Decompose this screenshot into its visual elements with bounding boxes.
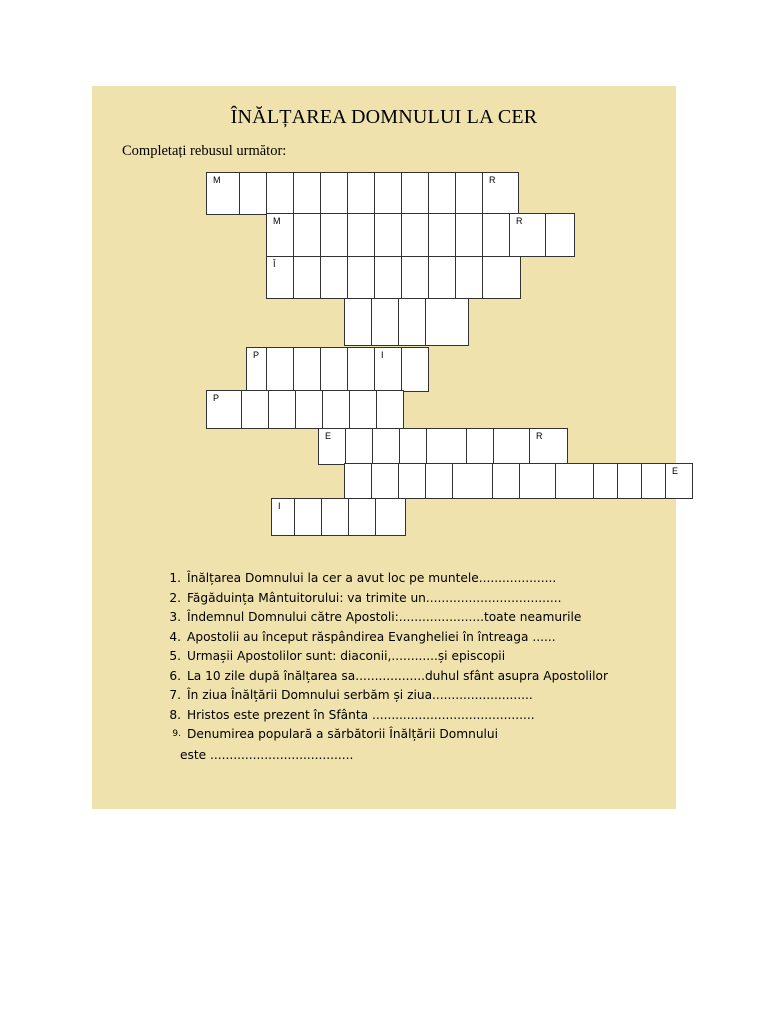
cell-letter: M: [273, 216, 281, 226]
clue-text: Denumirea populară a sărbătorii Înălțării Domnului: [187, 727, 499, 741]
cell-letter: P: [253, 350, 260, 360]
cell-letter: I: [278, 501, 281, 511]
crossword-cell[interactable]: [321, 257, 348, 299]
clue-number: 4.: [169, 629, 181, 644]
crossword-cell[interactable]: [372, 299, 399, 346]
crossword-cell[interactable]: [402, 214, 429, 257]
clue-number: 9.: [172, 729, 181, 739]
crossword-cell[interactable]: [556, 464, 594, 499]
crossword-cell[interactable]: [594, 464, 618, 499]
crossword-cell[interactable]: [296, 391, 323, 429]
cell-letter: M: [213, 175, 221, 185]
crossword-cell[interactable]: [400, 429, 427, 465]
cell-letter: R: [489, 175, 496, 185]
clue-item: [155, 628, 665, 648]
crossword-cell[interactable]: [467, 429, 494, 465]
crossword-cell[interactable]: [373, 429, 400, 465]
crossword-row: [206, 390, 404, 429]
crossword-row: [266, 213, 575, 257]
crossword-cell[interactable]: [483, 214, 510, 257]
clue-number: 1.: [169, 571, 181, 585]
crossword-cell[interactable]: [426, 464, 453, 499]
crossword-cell[interactable]: [666, 464, 693, 499]
crossword-cell[interactable]: [267, 214, 294, 257]
crossword-cell[interactable]: [272, 499, 295, 536]
crossword-cell[interactable]: [377, 391, 404, 429]
clue-number: 7.: [169, 688, 181, 702]
crossword-cell[interactable]: [376, 499, 406, 536]
crossword-cell[interactable]: [295, 499, 322, 536]
clue-text: Îndemnul Domnului către Apostoli:......................toate neamurile: [187, 610, 582, 624]
crossword-cell[interactable]: [294, 348, 321, 392]
crossword-cell[interactable]: [345, 464, 372, 499]
crossword-cell[interactable]: [372, 464, 399, 499]
crossword-cell[interactable]: [510, 214, 546, 257]
crossword-row: [344, 463, 693, 499]
cell-letter: E: [325, 431, 332, 441]
crossword-cell[interactable]: [267, 348, 294, 392]
crossword-cell[interactable]: [493, 464, 520, 499]
crossword-cell[interactable]: [323, 391, 350, 429]
crossword-cell[interactable]: [402, 257, 429, 299]
clue-item: [155, 667, 665, 687]
crossword-cell[interactable]: [402, 348, 429, 392]
crossword-cell[interactable]: [350, 391, 377, 429]
crossword-cell[interactable]: [429, 257, 456, 299]
crossword-cell[interactable]: [375, 173, 402, 215]
crossword-cell[interactable]: [494, 429, 530, 465]
crossword-cell[interactable]: [294, 214, 321, 257]
crossword-cell[interactable]: [345, 299, 372, 346]
worksheet-page: [92, 86, 679, 809]
crossword-cell[interactable]: [483, 257, 521, 299]
cell-letter: Î: [273, 259, 276, 269]
crossword-cell[interactable]: [618, 464, 642, 499]
crossword-cell[interactable]: [267, 173, 294, 215]
crossword-cell[interactable]: [456, 173, 483, 215]
crossword-cell[interactable]: [240, 173, 267, 215]
crossword-cell[interactable]: [642, 464, 666, 499]
clue-text: Înălțarea Domnului la cer a avut loc pe muntele....................: [187, 571, 557, 585]
crossword-cell[interactable]: [456, 214, 483, 257]
crossword-cell[interactable]: [348, 348, 375, 392]
crossword-cell[interactable]: [453, 464, 493, 499]
crossword-cell[interactable]: [530, 429, 568, 465]
crossword-cell[interactable]: [427, 429, 467, 465]
crossword-cell[interactable]: [348, 214, 375, 257]
crossword-cell[interactable]: [546, 214, 575, 257]
crossword-cell[interactable]: [321, 348, 348, 392]
cell-letter: E: [672, 466, 679, 476]
page-title: ÎNĂLȚAREA DOMNULUI LA CER: [230, 106, 538, 128]
clue-item: [155, 686, 665, 706]
clue-text: Hristos este prezent în Sfânta ..........................................: [187, 707, 535, 722]
crossword-row: [246, 347, 429, 392]
crossword-cell[interactable]: [294, 257, 321, 299]
cell-letter: R: [536, 431, 543, 441]
cell-letter: P: [213, 393, 220, 403]
clue-text: Făgăduința Mântuitorului: va trimite un...................................: [187, 590, 562, 605]
crossword-cell[interactable]: [375, 214, 402, 257]
crossword-cell[interactable]: [426, 299, 469, 346]
clue-continuation: este .....................................: [180, 748, 354, 762]
clue-number: 2.: [169, 590, 181, 605]
crossword-cell[interactable]: [346, 429, 373, 465]
crossword-cell[interactable]: [322, 499, 349, 536]
crossword-cell[interactable]: [375, 348, 402, 392]
clue-list: [155, 569, 665, 745]
clue-number: 8.: [169, 707, 181, 722]
crossword-row: [206, 172, 519, 215]
cell-letter: I: [381, 350, 384, 360]
crossword-row: [266, 256, 521, 299]
clue-item: [155, 725, 665, 745]
clue-text: În ziua Înălțării Domnului serbăm și ziua..........................: [187, 688, 533, 702]
clue-text: La 10 zile după înălțarea sa..................duhul sfânt asupra Apostolilor: [187, 668, 608, 683]
clue-number: 6.: [169, 668, 181, 683]
crossword-cell[interactable]: [242, 391, 269, 429]
clue-item: [155, 647, 665, 667]
crossword-cell[interactable]: [520, 464, 556, 499]
crossword-cell[interactable]: [375, 257, 402, 299]
crossword-cell[interactable]: [399, 299, 426, 346]
crossword-cell[interactable]: [319, 429, 346, 465]
crossword-cell[interactable]: [429, 173, 456, 215]
clue-text: Urmașii Apostolilor sunt: diaconii,............și episcopii: [187, 649, 506, 663]
crossword-row: [344, 298, 469, 346]
crossword-cell[interactable]: [348, 173, 375, 215]
crossword-cell[interactable]: [483, 173, 519, 215]
crossword-row: [318, 428, 568, 465]
clue-item: [155, 608, 665, 628]
crossword-cell[interactable]: [267, 257, 294, 299]
clue-item: [155, 569, 665, 589]
crossword-cell[interactable]: [321, 214, 348, 257]
clue-item: [155, 589, 665, 609]
crossword-cell[interactable]: [399, 464, 426, 499]
crossword-cell[interactable]: [269, 391, 296, 429]
crossword-cell[interactable]: [207, 173, 240, 215]
cell-letter: R: [516, 216, 523, 226]
crossword-cell[interactable]: [456, 257, 483, 299]
instructions: Completați rebusul următor:: [122, 143, 287, 159]
crossword-cell[interactable]: [321, 173, 348, 215]
crossword-cell[interactable]: [207, 391, 242, 429]
crossword-row: [271, 498, 406, 536]
clue-number: 5.: [169, 649, 181, 663]
crossword-cell[interactable]: [247, 348, 267, 392]
clue-number: 3.: [169, 610, 181, 624]
crossword-cell[interactable]: [294, 173, 321, 215]
crossword-cell[interactable]: [429, 214, 456, 257]
crossword-cell[interactable]: [349, 499, 376, 536]
clue-item: [155, 706, 665, 726]
clue-text: Apostolii au început răspândirea Evangheliei în întreaga ......: [187, 629, 556, 644]
crossword-cell[interactable]: [348, 257, 375, 299]
crossword-cell[interactable]: [402, 173, 429, 215]
